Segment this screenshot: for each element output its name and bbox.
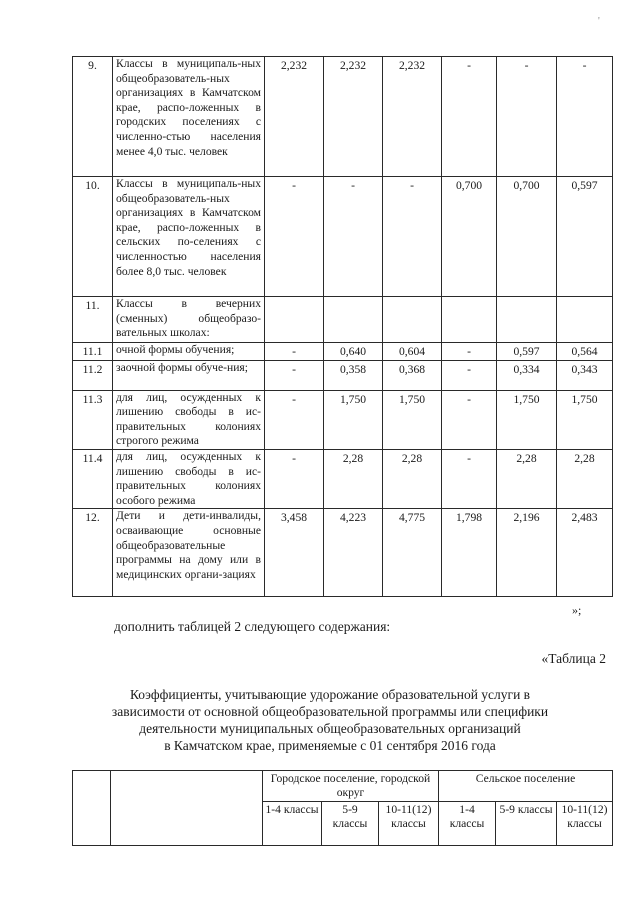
coefficient-cell [442, 297, 497, 343]
coefficient-cell: 0,564 [557, 343, 613, 361]
coefficient-cell: 4,223 [324, 509, 383, 597]
subheader-cell: 5-9 классы [322, 802, 379, 846]
subheader-cell: 5-9 классы [496, 802, 557, 846]
table-row [73, 343, 613, 361]
table-row [73, 297, 613, 343]
row-number: 11.3 [73, 390, 113, 449]
coefficient-cell: - [442, 343, 497, 361]
title-line: деятельности муниципальных общеобразовательных организаций [139, 721, 521, 736]
coefficient-cell: 1,750 [383, 390, 442, 449]
row-description: очной формы обучения; [113, 343, 265, 361]
row-number: 11.1 [73, 343, 113, 361]
table-row [73, 177, 613, 297]
title-line: в Камчатском крае, применяемые с 01 сентября 2016 года [164, 738, 496, 753]
coefficient-cell: 2,483 [557, 509, 613, 597]
coefficient-cell: 1,750 [557, 390, 613, 449]
header-cell-num [73, 771, 111, 846]
row-description: заочной формы обуче-ния; [113, 360, 265, 390]
coefficient-cell [324, 297, 383, 343]
row-description: Классы в вечерних (сменных) общеобразо-вательных школах: [113, 297, 265, 343]
coefficient-cell: - [442, 57, 497, 177]
coefficient-cell: 0,640 [324, 343, 383, 361]
coefficient-cell: 0,604 [383, 343, 442, 361]
coefficient-cell: 4,775 [383, 509, 442, 597]
coefficient-cell: 2,196 [497, 509, 557, 597]
row-number: 11.4 [73, 449, 113, 508]
row-number: 11. [73, 297, 113, 343]
row-number: 11.2 [73, 360, 113, 390]
row-number: 10. [73, 177, 113, 297]
coefficient-cell: 0,358 [324, 360, 383, 390]
coefficient-cell: - [265, 449, 324, 508]
coefficient-cell: 1,750 [324, 390, 383, 449]
coefficient-cell [497, 297, 557, 343]
coefficients-table-continued [72, 56, 613, 597]
coefficient-cell: - [442, 449, 497, 508]
coefficient-cell: 1,798 [442, 509, 497, 597]
coefficient-cell: 2,232 [265, 57, 324, 177]
row-description: для лиц, осужденных к лишению свободы в ис-правительных колониях строгого режима [113, 390, 265, 449]
row-description: Дети и дети-инвалиды, осваивающие основные общеобразовательные программы на дому или в медицинских органи-зациях [113, 509, 265, 597]
corner-mark: ' [598, 16, 600, 27]
coefficient-cell: - [324, 177, 383, 297]
subheader-cell: 1-4 классы [263, 802, 322, 846]
table-label: «Таблица 2 [541, 651, 606, 666]
subheader-cell: 10-11(12) классы [557, 802, 613, 846]
row-number: 9. [73, 57, 113, 177]
table-row [73, 509, 613, 597]
header-cell-desc [111, 771, 263, 846]
coefficient-cell: 0,368 [383, 360, 442, 390]
coefficient-cell: 3,458 [265, 509, 324, 597]
coefficient-cell: 2,28 [497, 449, 557, 508]
table-row [73, 449, 613, 508]
coefficient-cell: 2,28 [324, 449, 383, 508]
subheader-cell: 10-11(12) классы [379, 802, 439, 846]
coefficient-cell: 0,334 [497, 360, 557, 390]
coefficient-cell: - [497, 57, 557, 177]
coefficient-cell: - [442, 360, 497, 390]
coefficient-cell: 2,28 [383, 449, 442, 508]
row-number: 12. [73, 509, 113, 597]
coefficient-cell: 0,343 [557, 360, 613, 390]
coefficient-cell: - [265, 360, 324, 390]
table-row [73, 57, 613, 177]
row-description: Классы в муниципаль-ных общеобразователь-ных организациях в Камчатском крае, распо-ложенных в сельских по-селениях с численностью населения более 8,0 тыс. человек [113, 177, 265, 297]
coefficient-cell: - [265, 177, 324, 297]
row-description: Классы в муниципаль-ных общеобразователь-ных организациях в Камчатском крае, распо-ложенных в городских поселениях с численно-стью населения менее 4,0 тыс. человек [113, 57, 265, 177]
title-line: Коэффициенты, учитывающие удорожание образовательной услуги в [129, 687, 531, 702]
coefficient-cell: 2,28 [557, 449, 613, 508]
coefficient-cell: 1,750 [497, 390, 557, 449]
row-description: для лиц, осужденных к лишению свободы в ис-правительных колониях особого режима [113, 449, 265, 508]
header-group-rural: Сельское поселение [439, 771, 613, 802]
table-row [73, 360, 613, 390]
coefficient-cell: - [383, 177, 442, 297]
coefficient-cell: - [442, 390, 497, 449]
quote-close: »; [572, 603, 582, 617]
coefficient-cell: 0,700 [442, 177, 497, 297]
coefficient-cell [557, 297, 613, 343]
coefficient-cell: 0,700 [497, 177, 557, 297]
coefficient-cell: - [265, 343, 324, 361]
header-row [73, 771, 613, 802]
coefficient-cell: 2,232 [383, 57, 442, 177]
table-row [73, 390, 613, 449]
header-group-city: Городское поселение, городской округ [263, 771, 439, 802]
intro-text: дополнить таблицей 2 следующего содержания: [114, 619, 391, 634]
coefficient-cell: 0,597 [557, 177, 613, 297]
coefficient-cell [383, 297, 442, 343]
coefficient-cell: - [265, 390, 324, 449]
coefficient-cell: 0,597 [497, 343, 557, 361]
coefficients-table-2 [72, 770, 613, 846]
title-line: зависимости от основной общеобразовательной программы или специфики [111, 704, 549, 719]
coefficient-cell: - [557, 57, 613, 177]
subheader-cell: 1-4 классы [439, 802, 496, 846]
coefficient-cell [265, 297, 324, 343]
coefficient-cell: 2,232 [324, 57, 383, 177]
table2-title [60, 686, 600, 754]
